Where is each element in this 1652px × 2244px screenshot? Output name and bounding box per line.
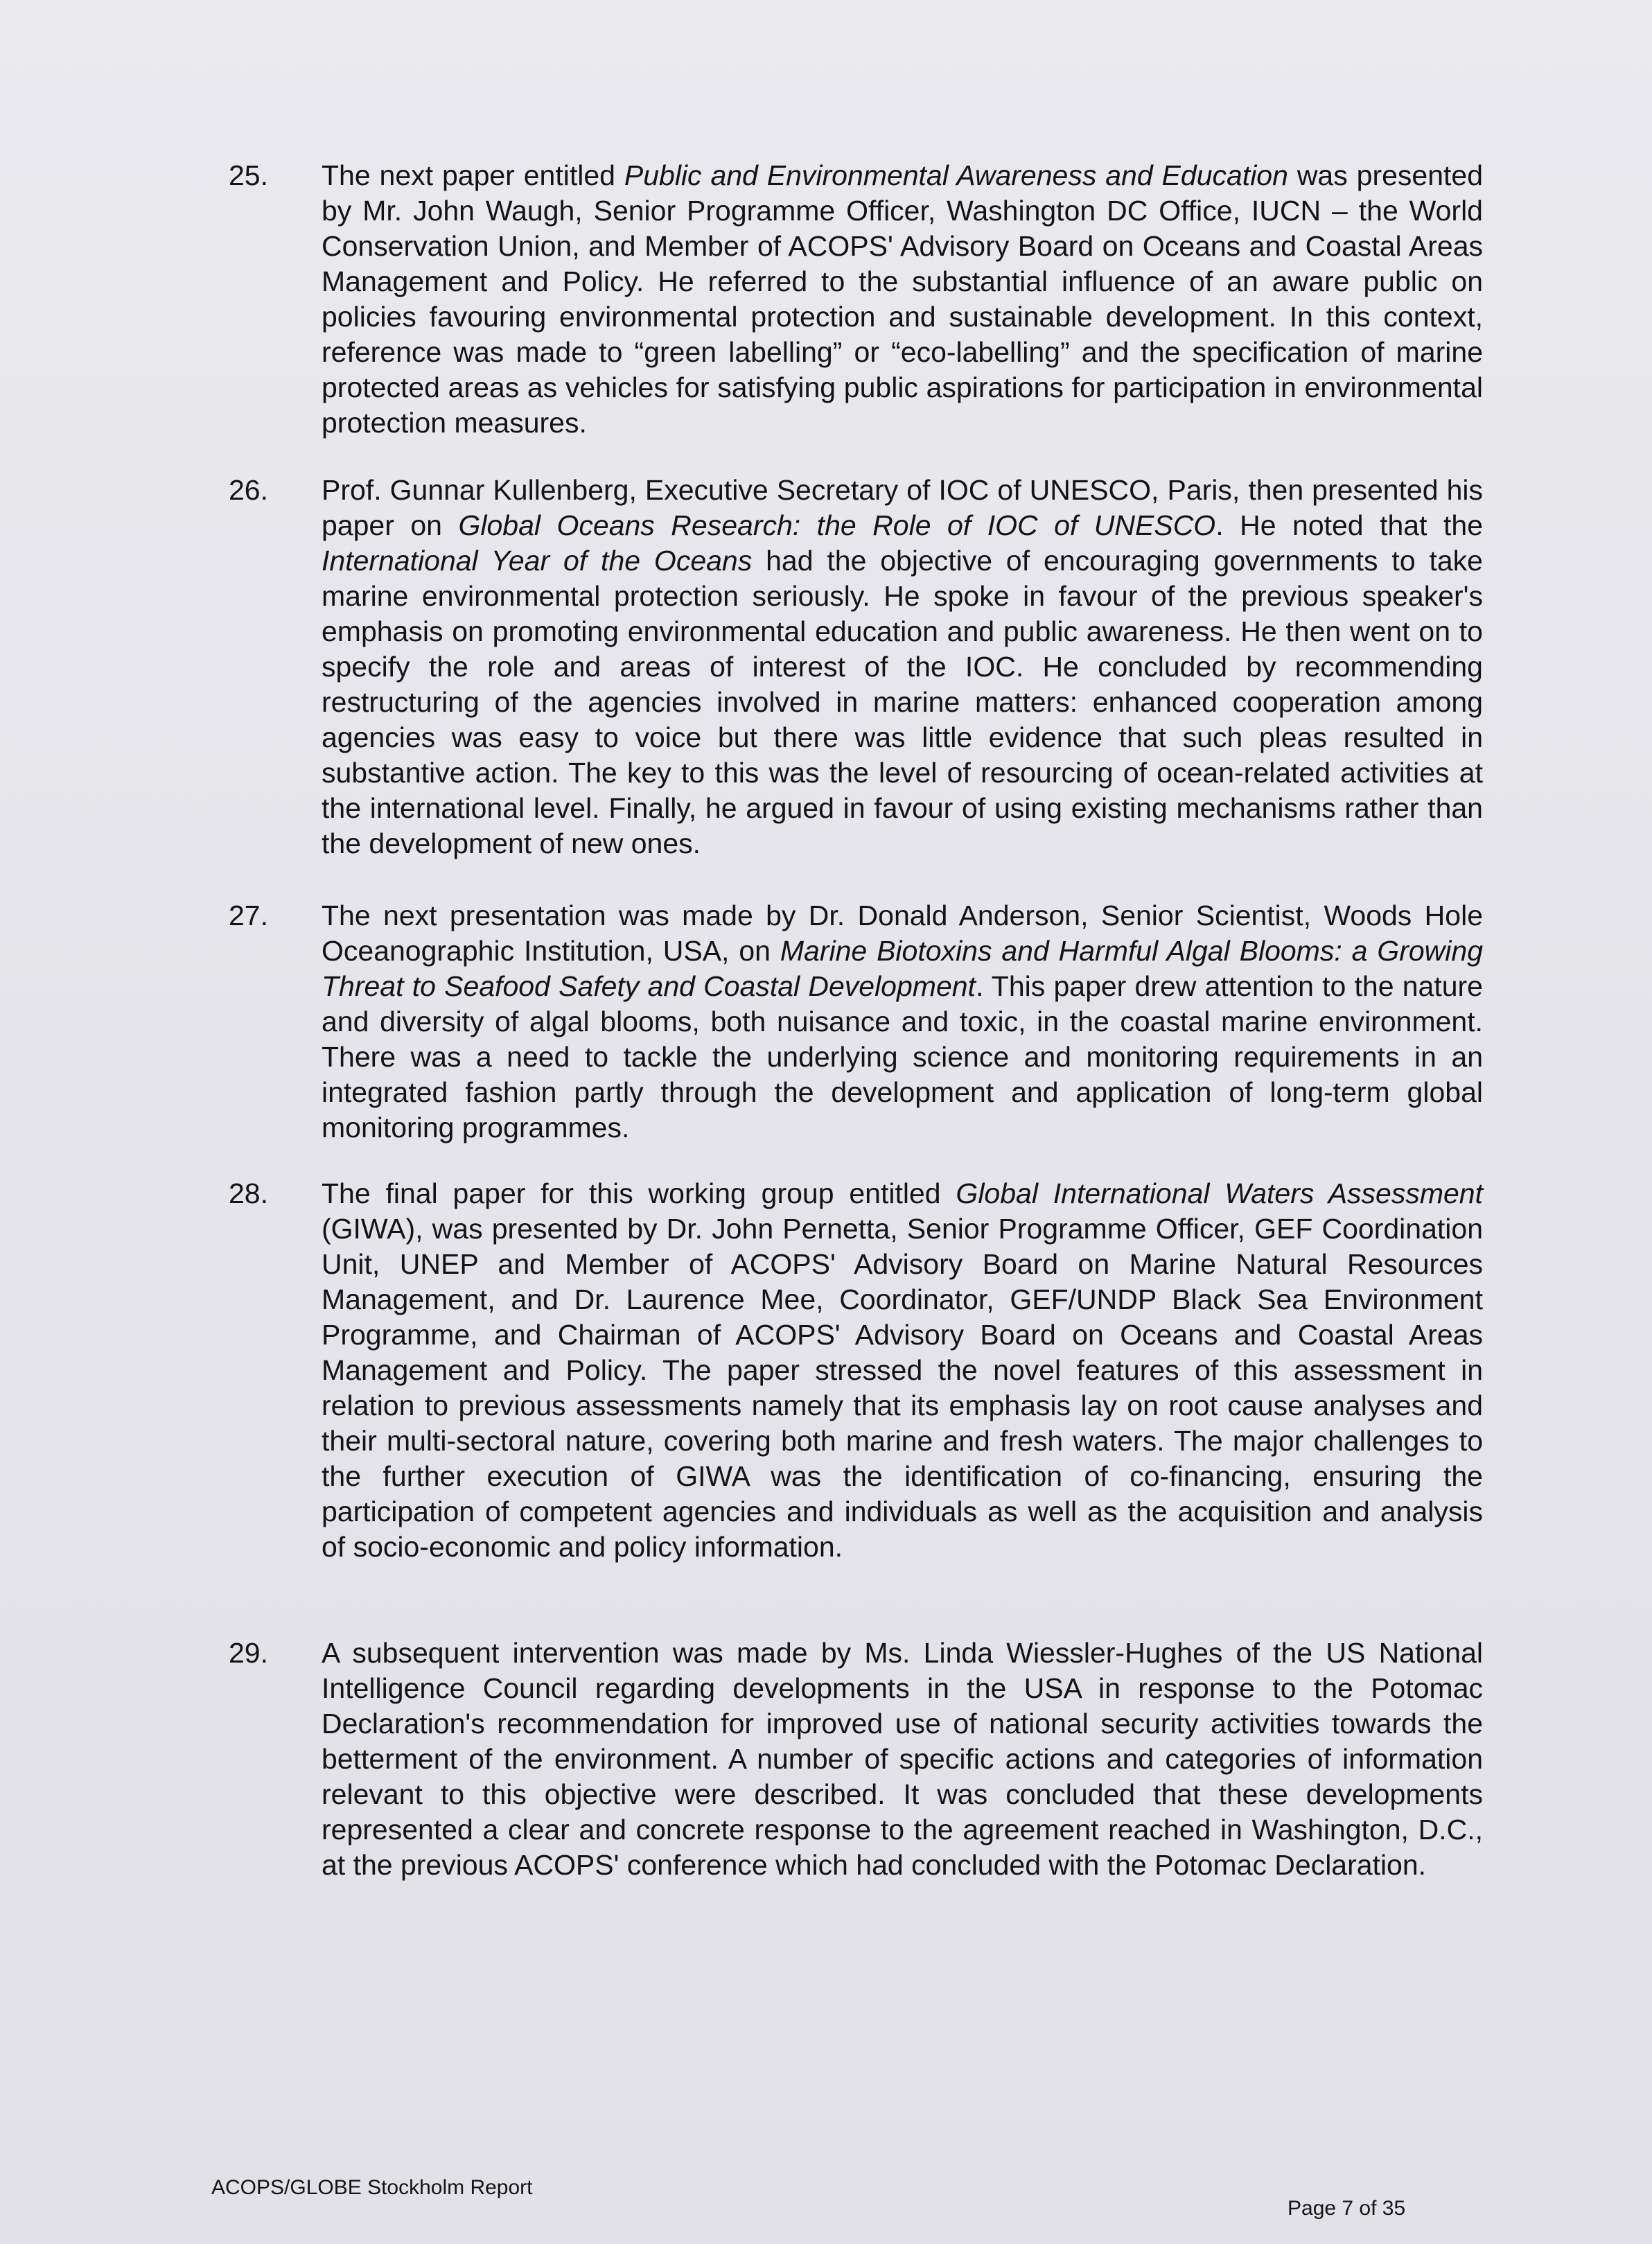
footer-page-number: Page 7 of 35 <box>1288 2197 1406 2220</box>
paragraph-number: 28. <box>229 1177 268 1209</box>
paragraph-text <box>322 898 1483 1146</box>
paragraph-number: 29. <box>229 1637 268 1669</box>
text-segment: The next presentation was made by Dr. Donald Anderson, Senior Scientist, Woods Hole Oceanographic Institution, USA, on <box>322 900 1483 967</box>
text-segment: A subsequent intervention was made by Ms. Linda Wiessler-Hughes of the US National Intelligence Council regarding developments in the USA in response to the Potomac Declaration's recommendation for improved use of national security activities towards the betterment of the environment. A number of specific actions and categories of information relevant to this objective were described. It was concluded that these developments represented a clear and concrete response to the agreement reached in Washington, D.C., at the previous ACOPS' conference which had concluded with the Potomac Declaration. <box>322 1637 1483 1881</box>
text-segment: . He noted that the <box>1215 509 1484 541</box>
paper-title: Global International Waters Assessment <box>956 1177 1483 1209</box>
text-segment: Prof. Gunnar Kullenberg, Executive Secretary of IOC of UNESCO, Paris, then presented his paper on <box>322 474 1483 541</box>
paragraph-text <box>322 473 1483 861</box>
paper-title: Global Oceans Research: the Role of IOC of UNESCO <box>458 509 1216 541</box>
paragraph-text <box>322 1636 1483 1883</box>
paper-title: Public and Environmental Awareness and Education <box>624 159 1288 191</box>
text-segment: (GIWA), was presented by Dr. John Pernetta, Senior Programme Officer, GEF Coordination Unit, UNEP and Member of ACOPS' Advisory Board on Marine Natural Resources Management, and Dr. Laurence Mee, Coordinator, GEF/UNDP Black Sea Environment Programme, and Chairman of ACOPS' Advisory Board on Oceans and Coastal Areas Management and Policy. The paper stressed the novel features of this assessment in relation to previous assessments namely that its emphasis lay on root cause analyses and their multi-sectoral nature, covering both marine and fresh waters. The major challenges to the further execution of GIWA was the identification of co-financing, ensuring the participation of competent agencies and individuals as well as the acquisition and analysis of socio-economic and policy information. <box>322 1213 1483 1563</box>
paragraph-number: 26. <box>229 474 268 506</box>
text-segment: had the objective of encouraging governments to take marine environmental protection seriously. He spoke in favour of the previous speaker's emphasis on promoting environmental education and public awareness. He then went on to specify the role and areas of interest of the IOC. He concluded by recommending restructuring of the agencies involved in marine matters: enhanced cooperation among agencies was easy to voice but there was little evidence that such pleas resulted in substantive action. The key to this was the level of resourcing of ocean-related activities at the international level. Finally, he argued in favour of using existing mechanisms rather than the development of new ones. <box>322 545 1483 859</box>
paragraph-number: 27. <box>229 900 268 931</box>
text-segment: . This paper drew attention to the nature and diversity of algal blooms, both nuisance and toxic, in the coastal marine environment. There was a need to tackle the underlying science and monitoring requirements in an integrated fashion partly through the development and application of long-term global monitoring programmes. <box>322 970 1483 1143</box>
paragraph-number: 25. <box>229 159 268 191</box>
event-title: International Year of the Oceans <box>322 545 753 577</box>
footer-report-title: ACOPS/GLOBE Stockholm Report <box>211 2176 533 2199</box>
paragraph-text <box>322 158 1483 441</box>
text-segment: was presented by Mr. John Waugh, Senior Programme Officer, Washington DC Office, IUCN – the World Conservation Union, and Member of ACOPS' Advisory Board on Oceans and Coastal Areas Management and Policy. He referred to the substantial influence of an aware public on policies favouring environmental protection and sustainable development. In this context, reference was made to “green labelling” or “eco-labelling” and the specification of marine protected areas as vehicles for satisfying public aspirations for participation in environmental protection measures. <box>322 159 1483 439</box>
paragraph-text <box>322 1176 1483 1565</box>
paper-title: Marine Biotoxins and Harmful Algal Blooms: a Growing Threat to Seafood Safety and Coastal Development <box>322 935 1483 1002</box>
text-segment: The next paper entitled <box>322 159 624 191</box>
text-segment: The final paper for this working group entitled <box>322 1177 956 1209</box>
